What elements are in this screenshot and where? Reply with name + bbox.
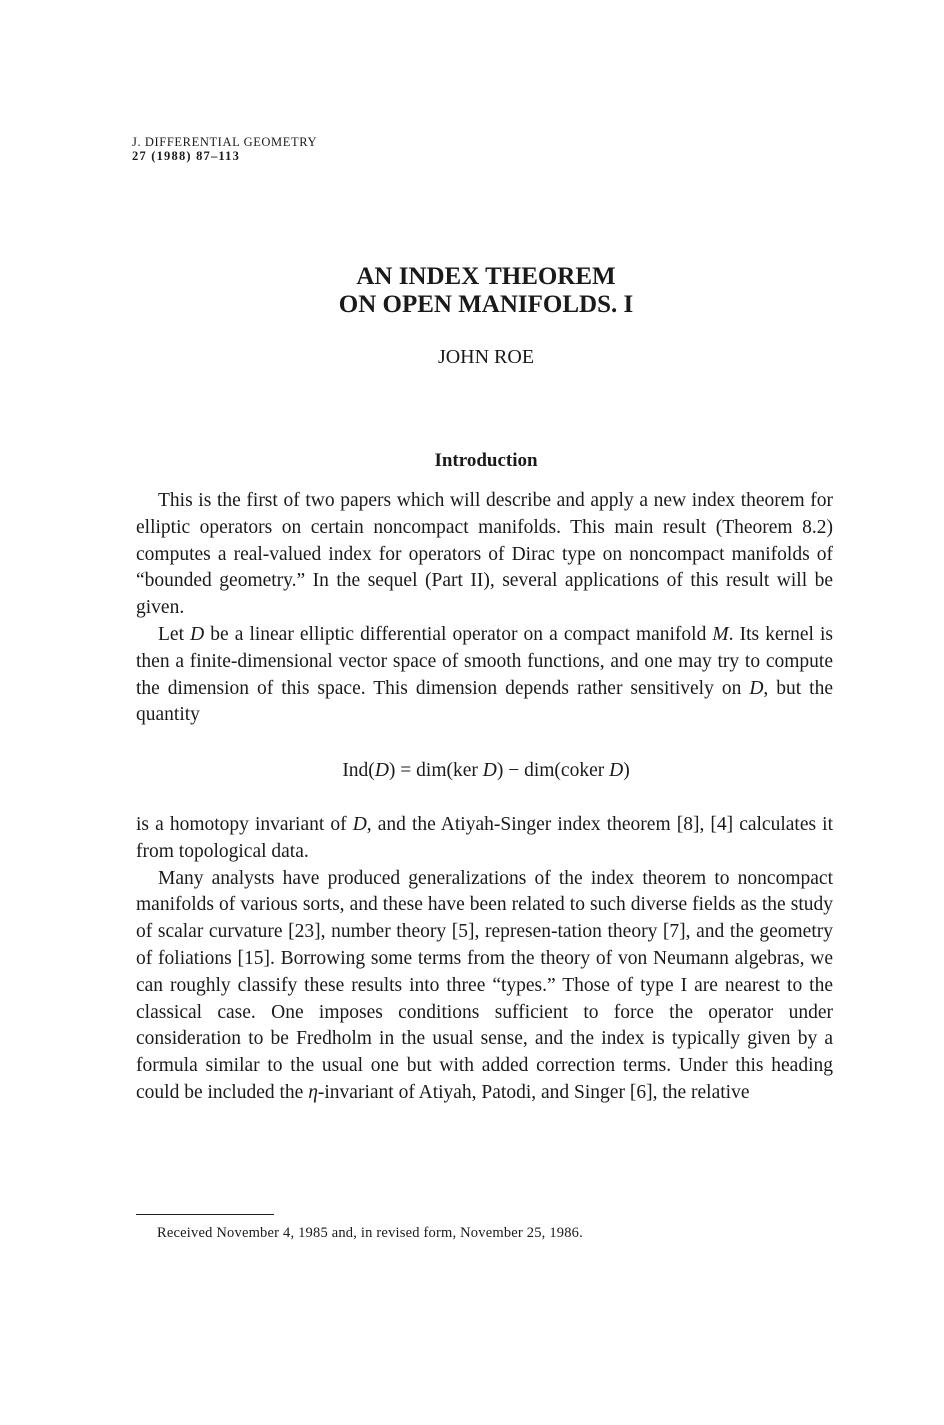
- p2-text-c: . Its kernel is then a finite-dimensional vector space of smooth functions, and one may try to compute the dimension of this space. This dimension depends rather sensitively on: [136, 623, 833, 699]
- intro-text-block-2: [136, 812, 833, 1107]
- footnote-received: Received November 4, 1985 and, in revised form, November 25, 1986.: [157, 1225, 583, 1241]
- paragraph-1: This is the first of two papers which will describe and apply a new index theorem for elliptic operators on certain noncompact manifolds. This main result (Theorem 8.2) computes a real-valued index for operators of Dirac type on noncompact manifolds of “bounded geometry.” In the sequel (Part II), several applications of this result will be given.: [136, 490, 833, 619]
- eq-d-2: D: [482, 760, 497, 781]
- paragraph-3: [136, 812, 833, 866]
- footnote-divider: [136, 1214, 274, 1215]
- journal-header: [132, 135, 317, 163]
- p4-symbol-eta: η: [308, 1081, 318, 1103]
- paper-title-line-1: AN INDEX THEOREM: [356, 263, 616, 290]
- intro-text-block-1: [136, 488, 833, 729]
- paper-title: [0, 263, 944, 319]
- eq-end: ): [623, 760, 630, 781]
- journal-volume-pages: 27 (1988) 87–113: [132, 149, 241, 163]
- p2-text-b: be a linear elliptic differential operator on a compact manifold: [204, 623, 713, 645]
- p2-symbol-m: M: [712, 623, 729, 645]
- p4-text-b: -invariant of Atiyah, Patodi, and Singer [6], the relative: [317, 1081, 750, 1103]
- eq-lhs: Ind(: [342, 760, 375, 781]
- eq-mid-2: ) − dim(coker: [496, 760, 605, 781]
- p2-text-a: Let: [158, 623, 191, 645]
- paragraph-4: [136, 866, 833, 1107]
- eq-mid-1: ) = dim(ker: [388, 760, 478, 781]
- p3-text-b: , and the Atiyah-Singer index theorem [8], [4] calculates it from topological data.: [136, 814, 833, 862]
- eq-d-1: D: [374, 760, 389, 781]
- paper-title-line-2: ON OPEN MANIFOLDS. I: [338, 291, 634, 318]
- p3-text-a: is a homotopy invariant of: [136, 814, 353, 835]
- section-heading: Introduction: [434, 450, 538, 471]
- p4-text-a: Many analysts have produced generalizations of the index theorem to noncompact manifolds of various sorts, and these have been related to such diverse fields as the study of scalar curvature [23], number theory [5], represen-tation theory [7], and the geometry of foliations [15]. Borrowing some terms from the theory of von Neumann algebras, we can roughly classify these results into three “types.” Those of type I are nearest to the classical case. One imposes conditions sufficient to force the operator under consideration to be Fredholm in the usual sense, and the index is typically given by a formula similar to the usual one but with added correction terms. Under this heading could be included the: [136, 867, 833, 1103]
- p2-text-d: , but the quantity: [136, 677, 833, 726]
- p2-symbol-d: D: [190, 623, 205, 645]
- eq-d-3: D: [609, 760, 624, 781]
- index-equation: [0, 760, 944, 782]
- paragraph-2: [136, 622, 833, 729]
- journal-name: J. DIFFERENTIAL GEOMETRY: [132, 135, 318, 149]
- p3-symbol-d: D: [352, 814, 367, 835]
- author-name: JOHN ROE: [437, 346, 535, 368]
- p2-symbol-d-2: D: [749, 677, 764, 699]
